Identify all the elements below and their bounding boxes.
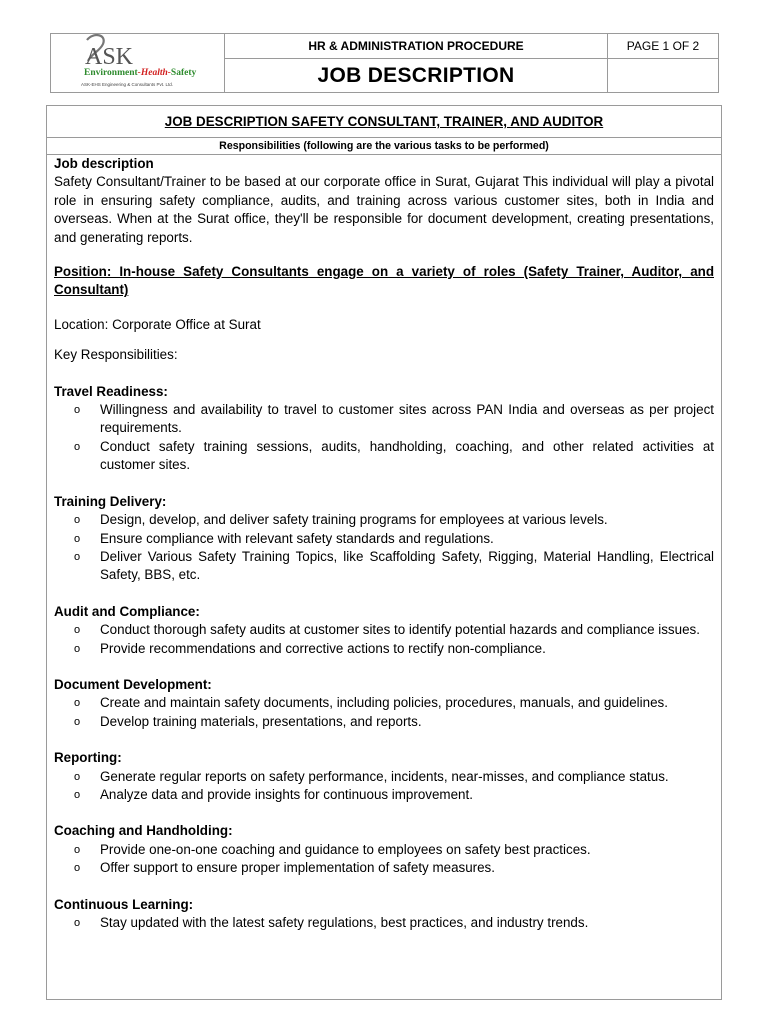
bullet-icon: o (74, 715, 81, 728)
list-item (54, 694, 714, 712)
list-item (54, 548, 714, 585)
logo-tagline-safety: Safety (170, 68, 197, 78)
section-heading: Coaching and Handholding: (54, 823, 233, 839)
position-statement: Position: In-house Safety Consultants engage on a variety of roles (Safety Trainer, Auditor, and Consultant) (54, 264, 714, 298)
section-heading: Continuous Learning: (54, 896, 194, 912)
bullet-icon: o (74, 404, 81, 417)
responsibility-list (54, 621, 714, 658)
bullet-icon: o (74, 862, 81, 875)
bullet-icon: o (74, 532, 81, 545)
company-logo (51, 34, 225, 92)
list-item-text: Create and maintain safety documents, including policies, procedures, manuals, and guidelines. (100, 695, 668, 711)
job-description-box (46, 105, 722, 1000)
bullet-icon: o (74, 917, 81, 929)
list-item-text: Willingness and availability to travel to customer sites across PAN India and overseas as per project requirements. (100, 402, 714, 436)
list-item-text: Design, develop, and deliver safety training programs for employees at various levels. (100, 512, 608, 528)
list-item (54, 841, 714, 859)
list-item-text: Develop training materials, presentations, and reports. (100, 713, 422, 729)
list-item (54, 530, 714, 548)
list-item (54, 859, 714, 877)
bullet-icon: o (74, 770, 81, 783)
responsibilities-note: Responsibilities (following are the various tasks to be performed) (47, 138, 721, 155)
responsibility-list (54, 841, 714, 878)
section-heading: Training Delivery: (54, 493, 167, 509)
list-item (54, 786, 714, 804)
bullet-icon: o (74, 697, 81, 710)
main-title: JOB DESCRIPTION SAFETY CONSULTANT, TRAINER, AND AUDITOR (47, 106, 721, 138)
logo-subtext: ASK-EHS Engineering & Consultants Pvt. Ltd. (81, 82, 174, 87)
list-item (54, 511, 714, 529)
bullet-icon: o (74, 624, 81, 637)
key-responsibilities-label: Key Responsibilities: (54, 347, 178, 363)
list-item-text: Stay updated with the latest safety regulations, best practices, and industry trends. (100, 915, 589, 930)
job-description-heading: Job description (54, 156, 154, 171)
bullet-icon: o (74, 550, 81, 563)
responsibility-list (54, 401, 714, 475)
document-body (47, 155, 721, 932)
list-item (54, 401, 714, 438)
list-item-text: Provide one-on-one coaching and guidance to employees on safety best practices. (100, 841, 591, 857)
list-item-text: Generate regular reports on safety performance, incidents, near-misses, and compliance status. (100, 768, 669, 784)
bullet-icon: o (74, 440, 81, 453)
logo-brand-text: ASK (85, 44, 134, 70)
job-description-text: Safety Consultant/Trainer to be based at our corporate office in Surat, Gujarat This individual will play a pivotal role in ensuring safety compliance, audits, and training across various customer sites, both in India and overseas. When at the Surat office, they'll be responsible for document development, creating presentations, and generating reports. (54, 174, 714, 245)
section-heading: Document Development: (54, 676, 212, 692)
responsibility-sections (54, 365, 714, 933)
bullet-icon: o (74, 514, 81, 527)
document-header (50, 33, 719, 93)
page-number: PAGE 1 OF 2 (608, 34, 718, 59)
responsibility-list (54, 694, 714, 731)
section-heading: Reporting: (54, 750, 122, 766)
list-item (54, 914, 714, 932)
list-item-text: Deliver Various Safety Training Topics, like Scaffolding Safety, Rigging, Material Handling, Electrical Safety, BBS, etc. (100, 548, 714, 583)
responsibility-list (54, 914, 714, 932)
location-text: Location: Corporate Office at Surat (54, 316, 261, 332)
responsibility-list (54, 511, 714, 585)
responsibility-list (54, 768, 714, 805)
bullet-icon: o (74, 788, 81, 801)
document-title: JOB DESCRIPTION (225, 59, 608, 92)
list-item (54, 713, 714, 731)
bullet-icon: o (74, 843, 81, 856)
list-item-text: Ensure compliance with relevant safety standards and regulations. (100, 530, 494, 546)
list-item-text: Conduct safety training sessions, audits, handholding, coaching, and other related activities at customer sites. (100, 438, 714, 473)
list-item (54, 768, 714, 786)
list-item-text: Offer support to ensure proper implementation of safety measures. (100, 860, 495, 876)
svg-text:Environment-Health-Safety (84, 68, 196, 78)
logo-mark-icon (79, 34, 224, 84)
list-item (54, 640, 714, 658)
list-item-text: Analyze data and provide insights for continuous improvement. (100, 786, 473, 802)
section-heading: Audit and Compliance: (54, 603, 200, 619)
procedure-title: HR & ADMINISTRATION PROCEDURE (225, 34, 608, 59)
section-heading: Travel Readiness: (54, 383, 168, 399)
bullet-icon: o (74, 642, 81, 655)
list-item (54, 438, 714, 475)
list-item (54, 621, 714, 639)
list-item-text: Conduct thorough safety audits at customer sites to identify potential hazards and compliance issues. (100, 622, 700, 638)
logo-tagline-environment: Environment (84, 68, 138, 78)
list-item-text: Provide recommendations and corrective actions to rectify non-compliance. (100, 640, 546, 656)
logo-tagline-health: -Health- (137, 68, 171, 78)
